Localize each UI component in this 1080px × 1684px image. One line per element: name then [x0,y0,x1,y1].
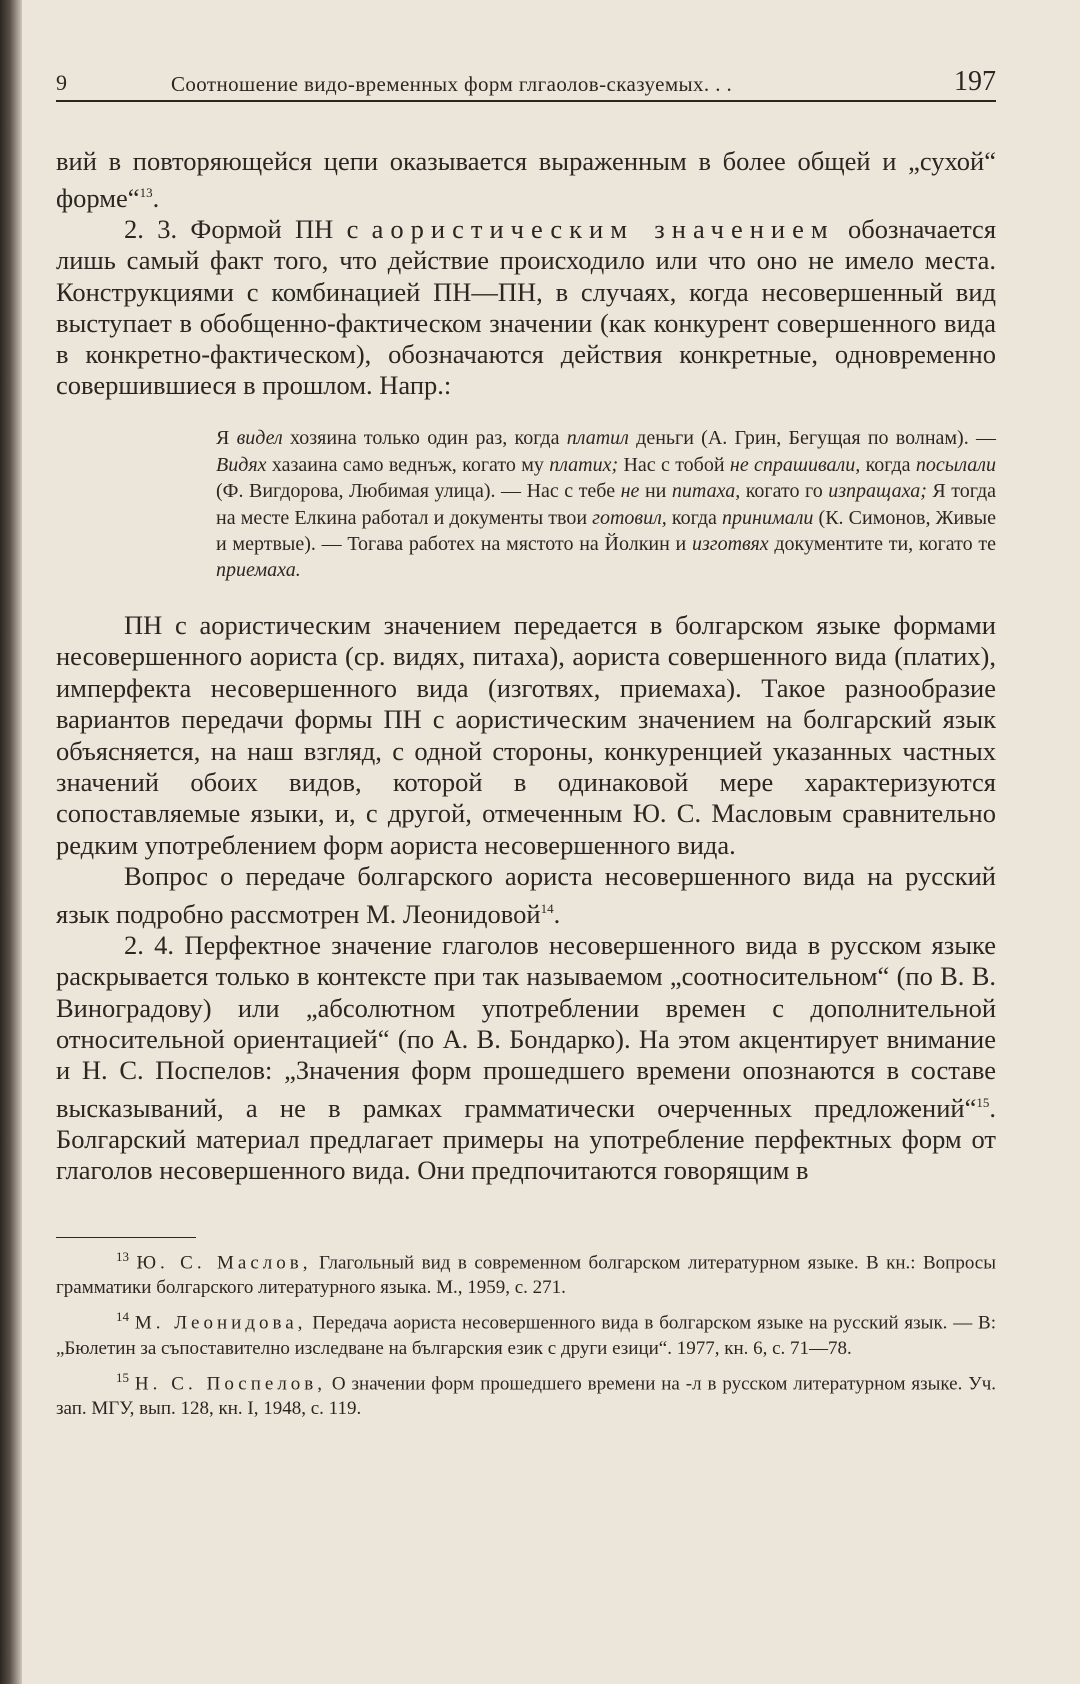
footnote-ref-15: 15 [976,1094,990,1110]
main-text [56,146,996,584]
paragraph-question: Вопрос о передаче болгарского аориста несовершенного вида на русский язык подробно рассмотрен М. Леонидовой$^{14}$. [56,861,996,929]
footnote-13: $^{13}$ Ю. С. Маслов, Глагольный вид в современном болгарском литературном языке. В кн.: Вопросы грамматики болгарского литературного языка. М., 1959, с. 271. [56,1248,997,1299]
footnotes [56,1244,996,1421]
footnote-author: Ю. С. Маслов, [136,1252,312,1274]
page [56,60,996,1425]
page-number-left: 9 [56,70,67,95]
footnote-ref-13: 13 [139,185,153,201]
spaced-term: аористическим значением [371,214,835,245]
example-block: Я видел хозяина только один раз, когда платил деньги (А. Грин, Бегущая по волнам). — Видях хазаина само веднъж, когато му платих; Нас с тобой не спрашивали, когда посылали (Ф. Вигдорова, Любимая улица). — Нас с тебе не ни питаха, когато го изпращаха; Я тогда на месте Елкина работал и документы твои готовил, когда принимали (К. Симонов, Живые и мертвые). — Тогава работех на мястото на Йолкин и изготвях документите ти, когато те приемаха. [216,427,997,582]
book-spine-shadow [0,0,22,1684]
paragraph-continued: вий в повторяющейся цепи оказывается выраженным в более общей и „сухой“ форме“$^{13}$. [56,146,996,214]
paragraph-section-2-4: 2. 4. Перфектное значение глаголов несовершенного вида в русском языке раскрывается только в контексте при так называемом „соотносительном“ (по В. В. Виноградову) или „абсолютном употреблении времен с дополнительной относительной ориентацией“ (по А. В. Бондарко). На этом акцентирует внимание и Н. С. Поспелов: „Значения форм прошедшего времени опознаются в составе высказываний, а не в рамках грамматически очерченных предложений“$^{15}$. Болгарский материал предлагает примеры на употребление перфектных форм от глаголов несовершенного вида. Они предпочитаются говорящим в [56,929,996,1186]
paragraph-section-2-3: 2. 3. Формой ПН с аористическим значением обозначается лишь самый факт того, что действие происходило или что оно не имело места. Конструкциями с комбинацией ПН—ПН, в случаях, когда несовершенный вид выступает в обобщенно-фактическом значении (как конкурент совершенного вида в конкретно-фактическом), обозначаются действия конкретные, одновременно совершившиеся в прошлом. Напр.: [56,214,997,401]
footnote-15: $^{15}$ Н. С. Поспелов, О значении форм прошедшего времени на -л в русском литературном языке. Уч. зап. МГУ, вып. 128, кн. I, 1948, с. 119. [56,1369,996,1419]
running-title: Соотношение видо-временных форм глгаолов-сказуемых. . . [171,72,733,96]
footnote-author: Н. С. Поспелов, [134,1372,327,1394]
footnote-ref-14: 14 [540,900,554,916]
page-number-right: 197 [954,66,996,97]
section-number: 2. 3. [124,214,178,245]
paragraph-bulgarian-transfer: ПН с аористическим значением передается в болгарском языке формами несовершенного аориста (ср. видях, питаха), аориста совершенного вида (платих), имперфекта несовершенного вида (изготвях, приемаха). Такое разнообразие вариантов передачи формы ПН с аористическим значением на болгарский язык объясняется, на наш взгляд, с одной стороны, конкуренцией указанных частных значений обоих видов, которой в одинаковой мере характеризуются сопоставляемые языки, и, с другой, отмеченным Ю. С. Масловым сравнительно редким употреблением форм аориста несовершенного вида. [56,609,996,860]
footnote-14: $^{14}$ М. Леонидова, Передача аориста несовершенного вида в болгарском языке на русский язык. — В: „Бюлетин за съпоставително изследване на българския език с други езици“. 1977, кн. 6, с. 71—78. [56,1309,997,1359]
footnote-author: М. Леонидова, [134,1312,307,1334]
running-header [56,60,996,102]
footnote-divider [56,1237,196,1238]
main-text-continued [56,610,996,1187]
